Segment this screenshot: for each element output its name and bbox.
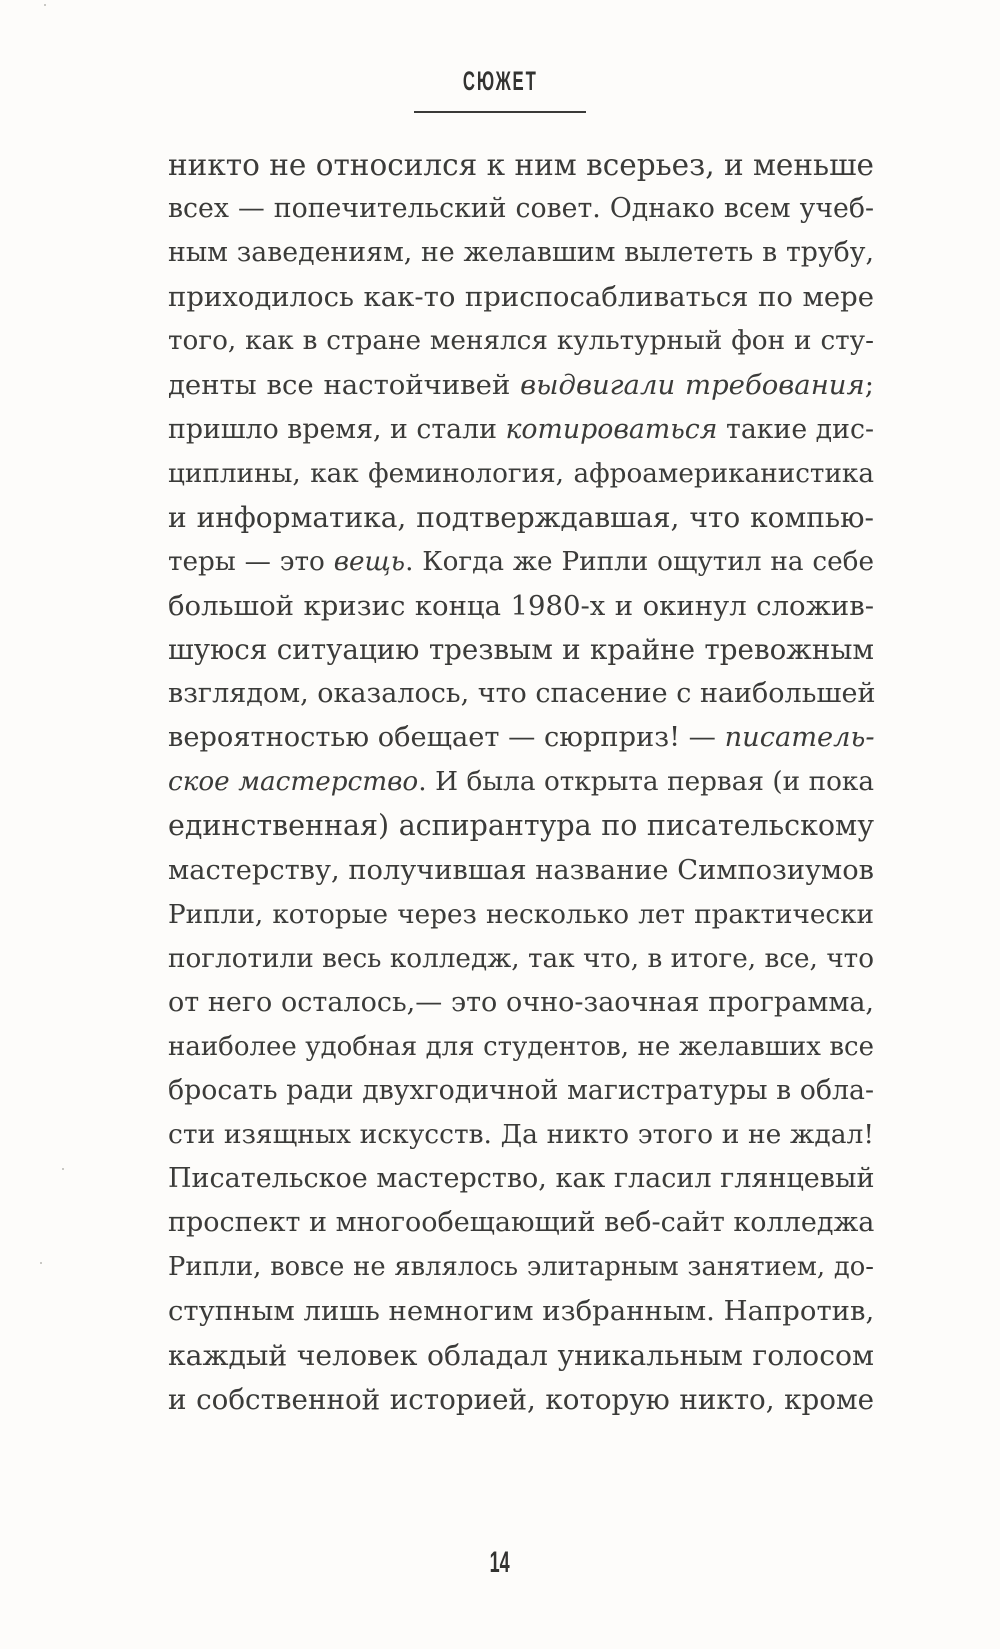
- text-line: ным заведениям, не желавшим вылететь в трубу,: [168, 237, 874, 269]
- text-line: того, как в стране менялся культурный фон и сту-: [168, 326, 874, 357]
- page-number-label: 14: [489, 1546, 511, 1579]
- text-line: всех — попечительский совет. Однако всем учеб-: [168, 193, 874, 225]
- text-line: бросать ради двухгодичной магистратуры в обла-: [168, 1074, 874, 1106]
- text-line: мастерству, получившая название Симпозиумов: [168, 854, 874, 886]
- text-line: никто не относился к ним всерьез, и меньше: [168, 148, 874, 182]
- text-line: ское мастерство. И была открыта первая (и пока: [168, 767, 874, 798]
- running-head-rule: [414, 111, 586, 113]
- running-head-title: СЮЖЕТ: [462, 66, 538, 96]
- body-text: [168, 143, 874, 1422]
- page-number: [0, 1546, 1000, 1580]
- text-line: циплины, как феминология, афроамериканистика: [168, 458, 874, 489]
- text-line: ступным лишь немногим избранным. Напротив,: [168, 1295, 875, 1328]
- paper-speck: [62, 1168, 64, 1170]
- text-line: сти изящных искусств. Да никто этого и не ждал!: [168, 1119, 874, 1151]
- text-line: большой кризис конца 1980-х и окинул сложив-: [168, 589, 874, 622]
- text-line: вероятностью обещает — сюрприз! — писатель-: [168, 722, 875, 754]
- text-line: шуюся ситуацию трезвым и крайне тревожным: [168, 633, 874, 667]
- text-line: проспект и многообещающий веб-сайт колледжа: [168, 1207, 875, 1239]
- text-line: от него осталось,— это очно-заочная программа,: [168, 986, 874, 1018]
- text-line: поглотили весь колледж, так что, в итоге, все, что: [168, 943, 874, 974]
- text-line: наиболее удобная для студентов, не желавших все: [168, 1031, 874, 1062]
- text-line: пришло время, и стали котироваться такие дис-: [168, 413, 875, 445]
- text-line: и собственной историей, которую никто, кроме: [168, 1382, 874, 1416]
- text-line: каждый человек обладал уникальным голосом: [168, 1338, 874, 1372]
- text-line: Рипли, вовсе не являлось элитарным занятием, до-: [168, 1252, 874, 1283]
- text-line: приходилось как-то приспосабливаться по мере: [168, 281, 874, 314]
- paper-speck: [44, 4, 46, 6]
- text-line: теры — это вещь. Когда же Рипли ощутил на себе: [168, 546, 874, 577]
- text-line: денты все настойчивей выдвигали требования;: [168, 369, 874, 402]
- text-line: и информатика, подтверждавшая, что компью-: [168, 500, 874, 534]
- paper-speck: [40, 1262, 42, 1264]
- text-line: единственная) аспирантура по писательскому: [168, 809, 874, 843]
- text-line: взглядом, оказалось, что спасение с наибольшей: [168, 678, 876, 710]
- text-line: Рипли, которые через несколько лет практически: [168, 899, 874, 930]
- running-head: [0, 66, 1000, 113]
- text-line: Писательское мастерство, как гласил глянцевый: [168, 1163, 875, 1195]
